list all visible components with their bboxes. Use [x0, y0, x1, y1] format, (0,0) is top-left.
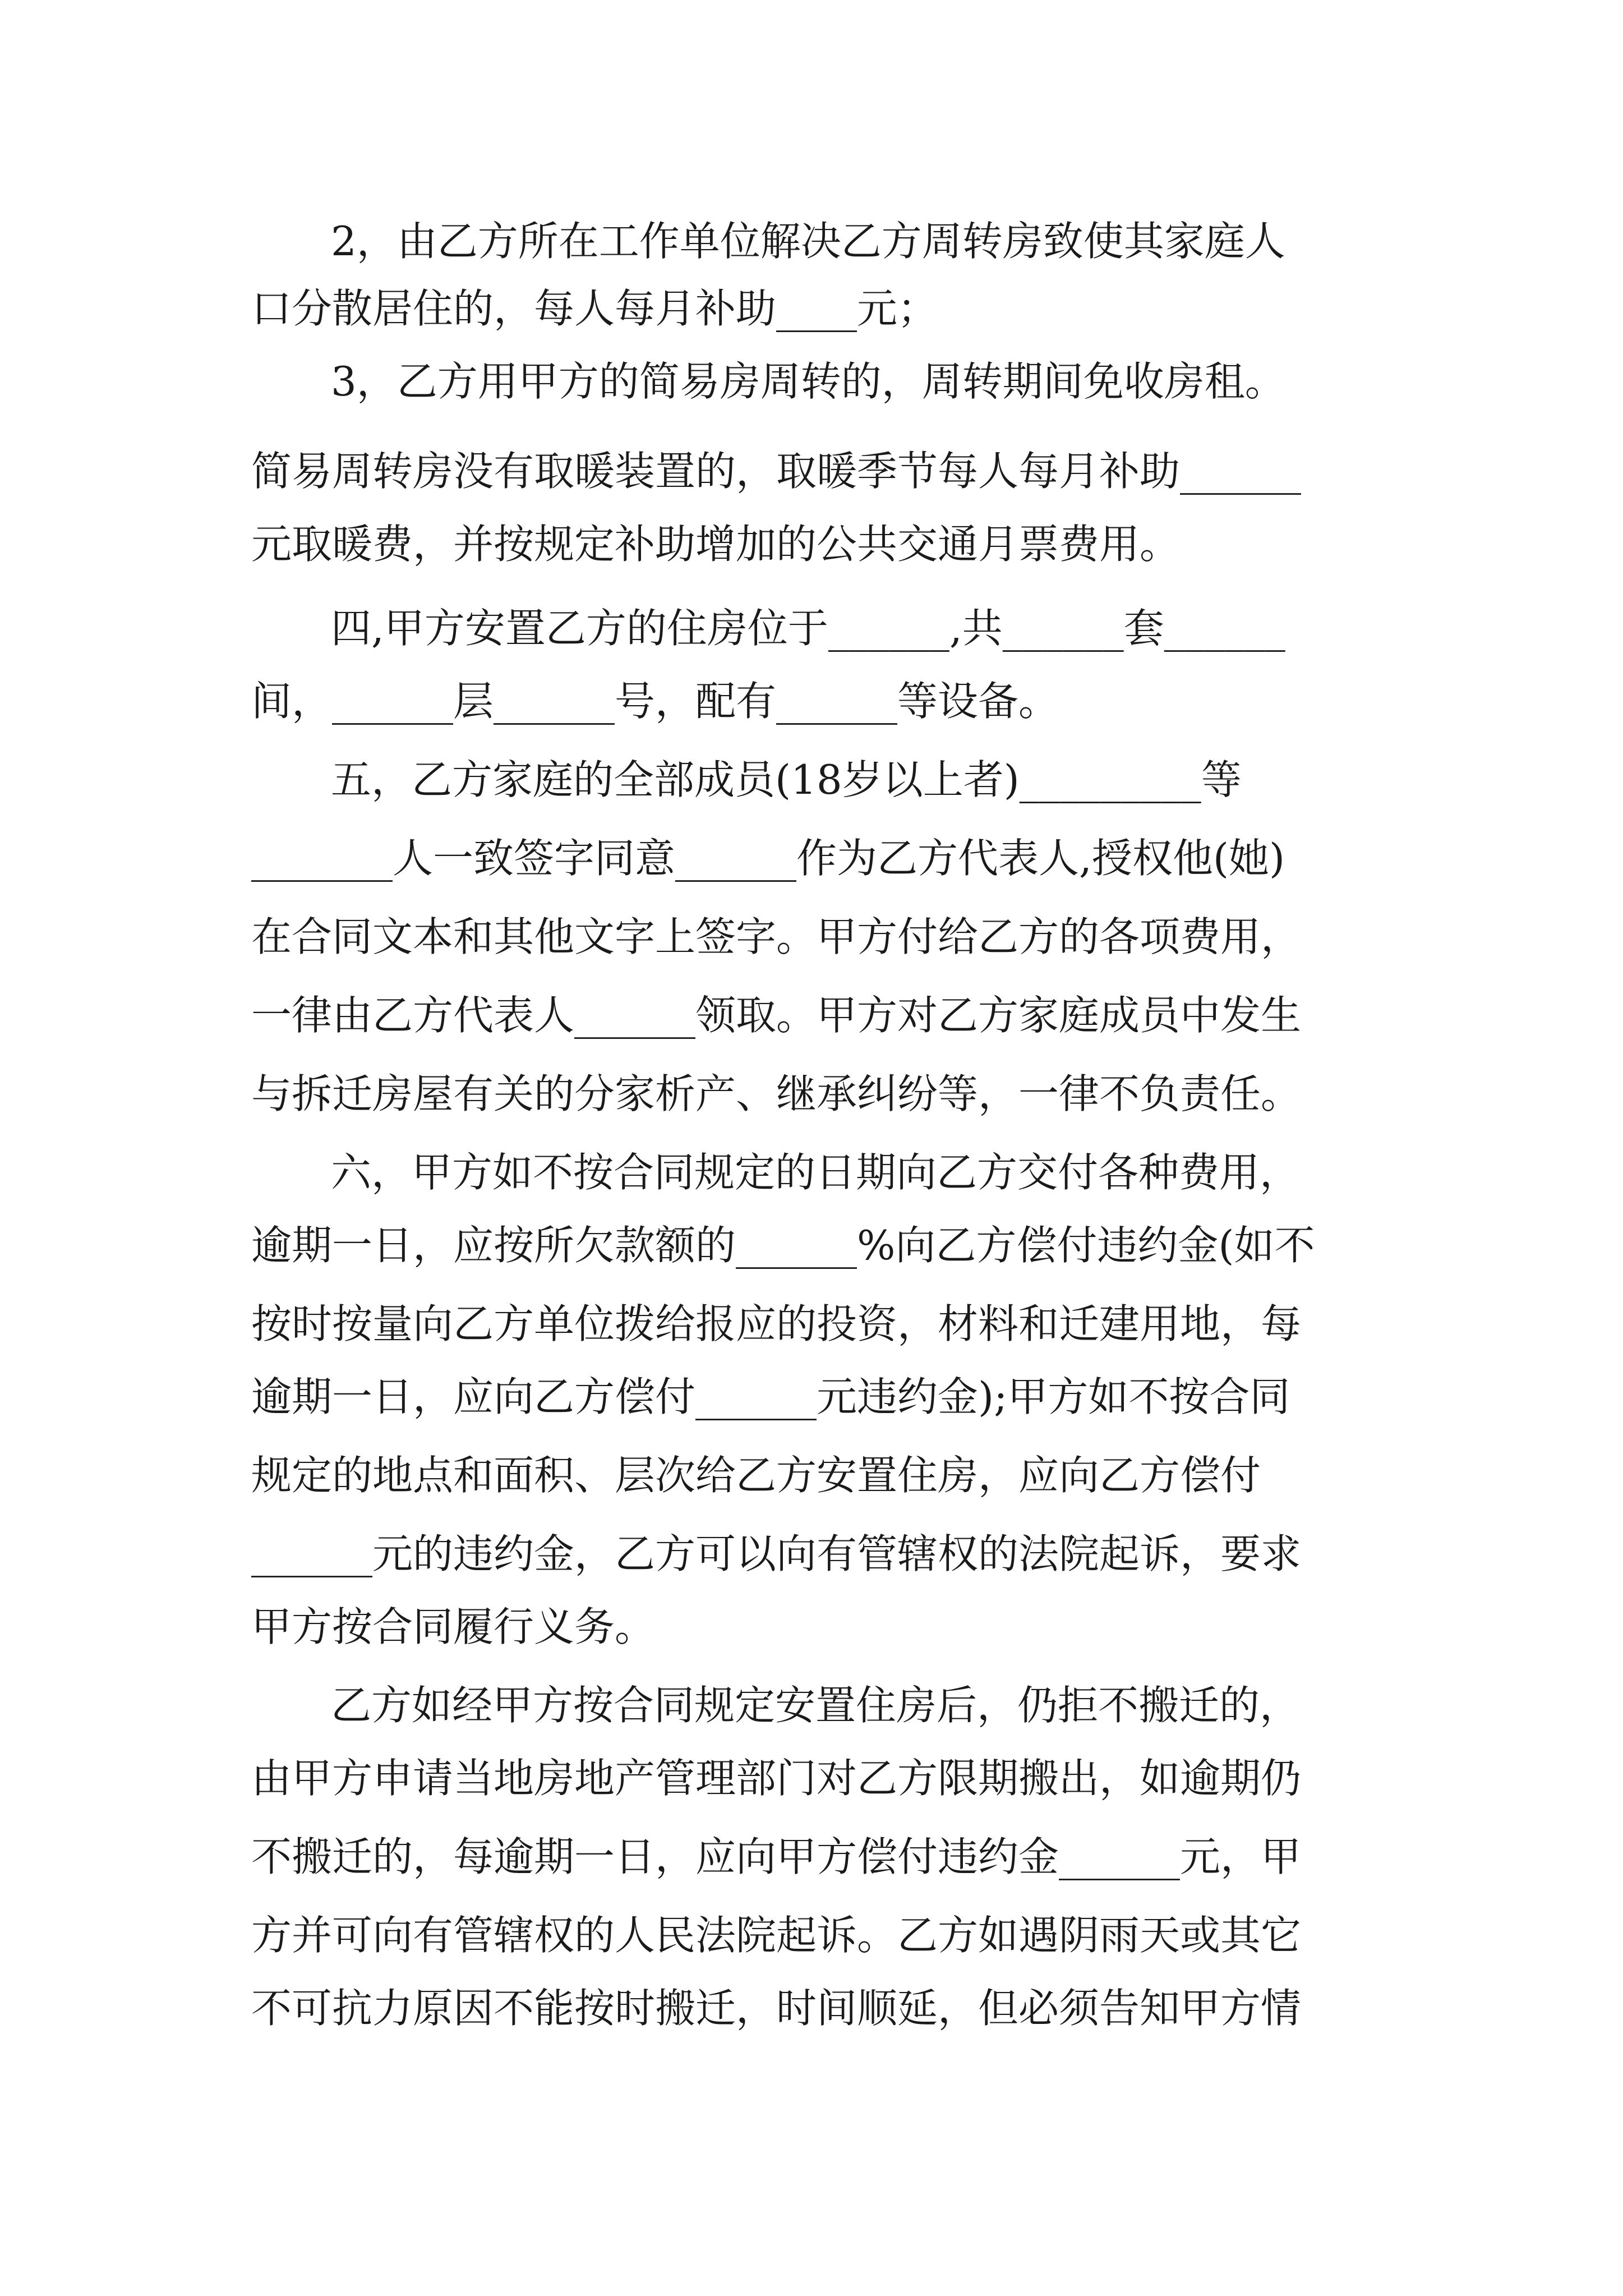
text-line: 逾期一日，应按所欠款额的______%向乙方偿付违约金(如不 [251, 1222, 1315, 1269]
text-line: 规定的地点和面积、层次给乙方安置住房，应向乙方偿付 [251, 1452, 1261, 1499]
text-line: 方并可向有管辖权的人民法院起诉。乙方如遇阴雨天或其它 [251, 1912, 1302, 1959]
text-line: 六，甲方如不按合同规定的日期向乙方交付各种费用， [331, 1149, 1301, 1196]
text-line: 甲方按合同履行义务。 [251, 1603, 656, 1650]
text-line: 口分散居住的，每人每月补助____元； [251, 285, 938, 332]
text-line: 乙方如经甲方按合同规定安置住房后，仍拒不搬迁的， [331, 1682, 1301, 1729]
text-line: ______元的违约金，乙方可以向有管辖权的法院起诉，要求 [251, 1530, 1302, 1577]
text-line: 逾期一日，应向乙方偿付______元违约金);甲方如不按合同 [251, 1373, 1290, 1420]
text-line: 元取暖费，并按规定补助增加的公共交通月票费用。 [251, 521, 1181, 568]
text-line: 五，乙方家庭的全部成员(18岁以上者)_________等 [331, 756, 1242, 803]
text-line: 在合同文本和其他文字上签字。甲方付给乙方的各项费用， [251, 913, 1302, 960]
text-line: 四,甲方安置乙方的住房位于______,共______套______ [331, 605, 1285, 652]
text-line: 2，由乙方所在工作单位解决乙方周转房致使其家庭人 [331, 218, 1285, 265]
text-line: _______人一致签字同意______作为乙方代表人,授权他(她) [251, 835, 1285, 882]
text-line: 简易周转房没有取暖装置的，取暖季节每人每月补助______ [251, 448, 1302, 495]
text-line: 按时按量向乙方单位拨给报应的投资，材料和迁建用地，每 [251, 1300, 1302, 1347]
text-line: 3，乙方用甲方的简易房周转的，周转期间免收房租。 [331, 358, 1285, 405]
text-line: 由甲方申请当地房地产管理部门对乙方限期搬出，如逾期仍 [251, 1755, 1302, 1802]
text-line: 不可抗力原因不能按时搬迁，时间顺延，但必须告知甲方情 [251, 1985, 1302, 2032]
text-line: 间，______层______号，配有______等设备。 [251, 678, 1059, 725]
text-line: 不搬迁的，每逾期一日，应向甲方偿付违约金______元，甲 [251, 1833, 1302, 1880]
text-line: 一律由乙方代表人______领取。甲方对乙方家庭成员中发生 [251, 992, 1302, 1039]
text-line: 与拆迁房屋有关的分家析产、继承纠纷等，一律不负责任。 [251, 1070, 1302, 1117]
